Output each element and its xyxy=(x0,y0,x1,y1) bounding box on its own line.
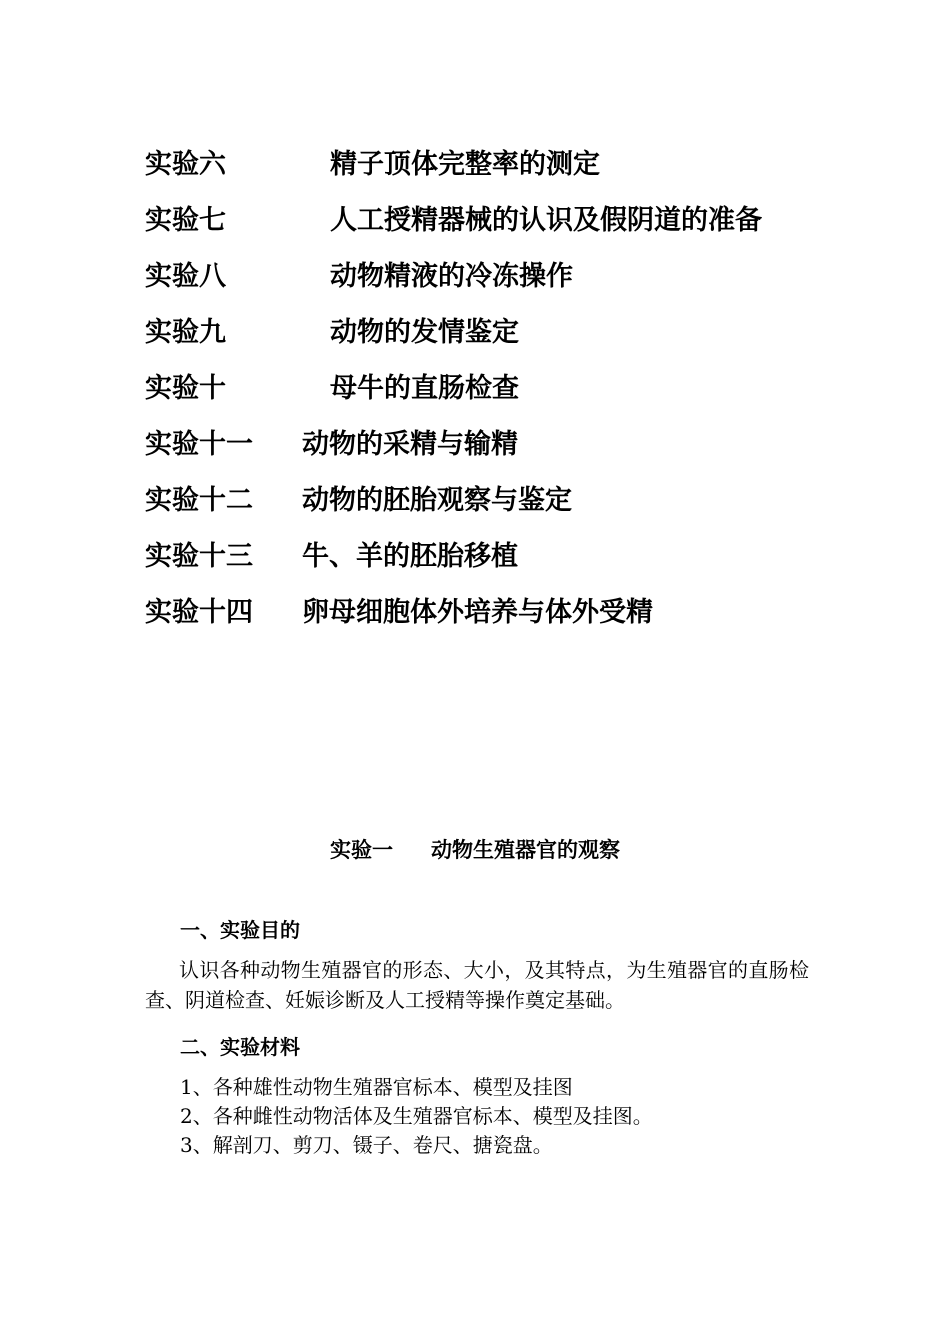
toc-number: 实验十 xyxy=(145,373,226,404)
toc-title: 牛、羊的胚胎移植 xyxy=(302,541,518,572)
toc-number: 实验十四 xyxy=(145,597,253,628)
toc-number: 实验十三 xyxy=(145,541,253,572)
materials-list-item: 2、各种雌性动物活体及生殖器官标本、模型及挂图。 xyxy=(180,1104,653,1128)
toc-title: 动物精液的冷冻操作 xyxy=(330,261,573,292)
chapter-title xyxy=(0,835,950,865)
toc-number: 实验十二 xyxy=(145,485,253,516)
toc-title: 精子顶体完整率的测定 xyxy=(330,149,600,180)
purpose-paragraph: 认识各种动物生殖器官的形态、大小，及其特点，为生殖器官的直肠检查、阴道检查、妊娠诊断及人工授精等操作奠定基础。 xyxy=(145,958,809,1012)
toc-title: 卵母细胞体外培养与体外受精 xyxy=(302,597,653,628)
toc-title: 动物的采精与输精 xyxy=(302,429,518,460)
toc-title: 人工授精器械的认识及假阴道的准备 xyxy=(330,205,762,236)
purpose-heading: 一、实验目的 xyxy=(180,918,300,942)
toc-title: 动物的胚胎观察与鉴定 xyxy=(302,485,572,516)
toc-title: 母牛的直肠检查 xyxy=(330,373,519,404)
chapter-name: 动物生殖器官的观察 xyxy=(431,838,620,862)
toc-number: 实验九 xyxy=(145,317,226,348)
toc-number: 实验八 xyxy=(145,261,226,292)
toc-title: 动物的发情鉴定 xyxy=(330,317,519,348)
toc-number: 实验六 xyxy=(145,149,226,180)
toc-number: 实验七 xyxy=(145,205,226,236)
toc-number: 实验十一 xyxy=(145,429,253,460)
chapter-number: 实验一 xyxy=(330,838,393,862)
materials-heading: 二、实验材料 xyxy=(180,1035,300,1059)
materials-list-item: 1、各种雄性动物生殖器官标本、模型及挂图 xyxy=(180,1075,573,1099)
materials-list-item: 3、解剖刀、剪刀、镊子、卷尺、搪瓷盘。 xyxy=(180,1133,553,1157)
